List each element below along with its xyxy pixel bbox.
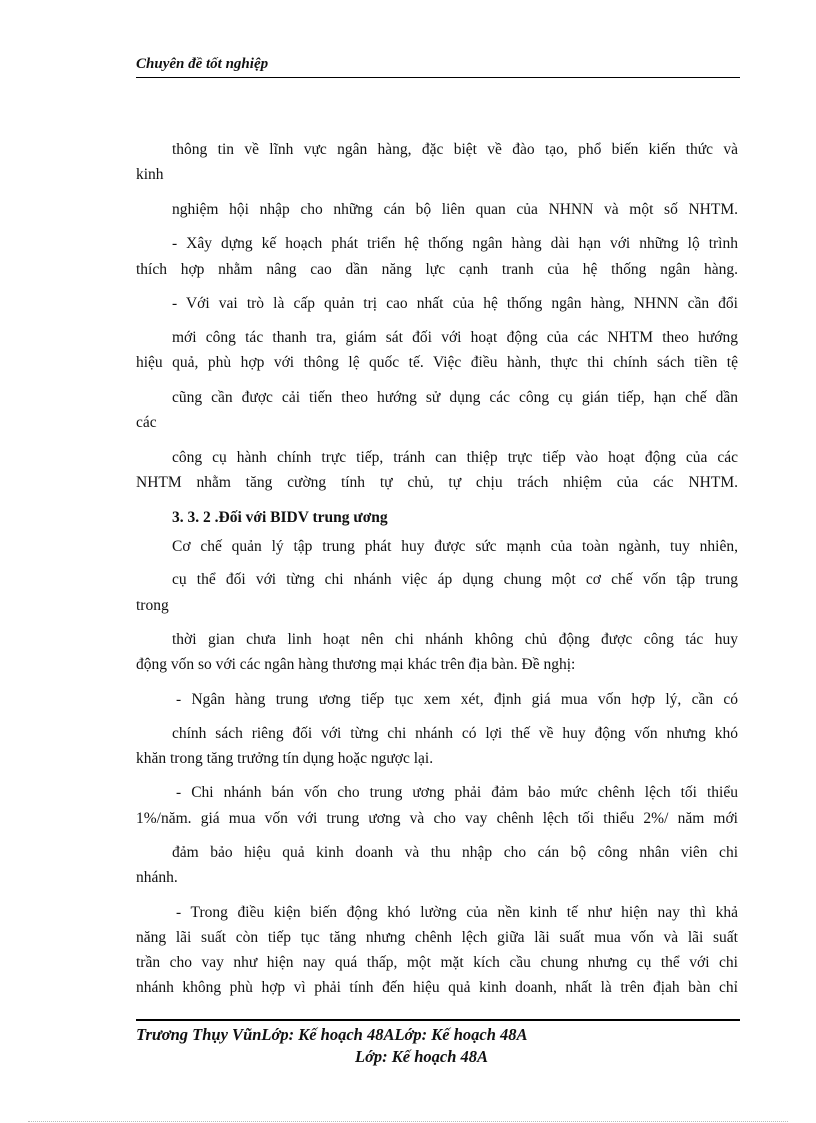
footer-line-2: Lớp: Kế hoạch 48A bbox=[355, 1047, 489, 1066]
page-bottom-dotted-border bbox=[28, 1121, 788, 1122]
paragraph-line: nhánh không phù hợp vì phải tính đến hiệu quả kinh doanh, nhất là trên địah bàn chỉ bbox=[136, 979, 738, 996]
paragraph-line: trần cho vay như hiện nay quá thấp, một mặt kích cầu chung nhưng cụ thể với chi bbox=[136, 954, 738, 971]
paragraph-line: kinh bbox=[136, 166, 164, 183]
paragraph-line: Cơ chế quản lý tập trung phát huy được sức mạnh của toàn ngành, tuy nhiên, bbox=[172, 538, 738, 555]
paragraph-line: - Ngân hàng trung ương tiếp tục xem xét, định giá mua vốn hợp lý, cần có bbox=[176, 691, 738, 708]
paragraph-line: chính sách riêng đối với từng chi nhánh có lợi thế về huy động vốn nhưng khó bbox=[172, 725, 738, 742]
paragraph-line: năng lãi suất còn tiếp tục tăng nhưng chênh lệch giữa lãi suất mua vốn và lãi suất bbox=[136, 929, 738, 946]
paragraph-line: các bbox=[136, 414, 157, 431]
paragraph-line: NHTM nhằm tăng cường tính tự chủ, tự chịu trách nhiệm của các NHTM. bbox=[136, 474, 738, 491]
paragraph-line: 1%/năm. giá mua vốn với trung ương và cho vay chênh lệch tối thiểu 2%/ năm mới bbox=[136, 810, 738, 827]
paragraph-line: - Trong điều kiện biến động khó lường của nền kinh tế như hiện nay thì khả bbox=[176, 904, 738, 921]
header-divider bbox=[136, 77, 740, 78]
paragraph-line: cụ thể đối với từng chi nhánh việc áp dụng chung một cơ chế vốn tập trung bbox=[172, 571, 738, 588]
paragraph-line: trong bbox=[136, 597, 169, 614]
paragraph-line: khăn trong tăng trưởng tín dụng hoặc ngược lại. bbox=[136, 750, 434, 767]
paragraph-line: nhánh. bbox=[136, 869, 178, 886]
paragraph-line: thích hợp nhằm nâng cao dần năng lực cạnh tranh của hệ thống ngân hàng. bbox=[136, 261, 738, 278]
paragraph-line: thời gian chưa linh hoạt nên chi nhánh không chủ động được công tác huy bbox=[172, 631, 738, 648]
paragraph-line: đảm bảo hiệu quả kinh doanh và thu nhập cho cán bộ công nhân viên chi bbox=[172, 844, 738, 861]
paragraph-line: cũng cần được cải tiến theo hướng sử dụng các công cụ gián tiếp, hạn chế dần bbox=[172, 389, 738, 406]
footer-line-1: Trương Thụy VũnLớp: Kế hoạch 48ALớp: Kế hoạch 48A bbox=[136, 1025, 528, 1044]
paragraph-line: nghiệm hội nhập cho những cán bộ liên quan của NHNN và một số NHTM. bbox=[172, 201, 738, 218]
section-heading: 3. 3. 2 .Đối với BIDV trung ương bbox=[172, 509, 388, 526]
paragraph-line: mới công tác thanh tra, giám sát đối với hoạt động của các NHTM theo hướng bbox=[172, 329, 738, 346]
paragraph-line: động vốn so với các ngân hàng thương mại khác trên địa bàn. Đề nghị: bbox=[136, 656, 576, 673]
paragraph-line: - Chi nhánh bán vốn cho trung ương phải đảm bảo mức chênh lệch tối thiểu bbox=[176, 784, 738, 801]
paragraph-line: hiệu quả, phù hợp với thông lệ quốc tế. Việc điều hành, thực thi chính sách tiền tệ bbox=[136, 354, 738, 371]
paragraph-line: công cụ hành chính trực tiếp, tránh can thiệp trực tiếp vào hoạt động của các bbox=[172, 449, 738, 466]
header-title: Chuyên đề tốt nghiệp bbox=[136, 56, 269, 72]
paragraph-line: thông tin về lĩnh vực ngân hàng, đặc biệt về đào tạo, phổ biến kiến thức và bbox=[172, 141, 738, 158]
paragraph-line: - Với vai trò là cấp quản trị cao nhất của hệ thống ngân hàng, NHNN cần đổi bbox=[172, 295, 738, 312]
footer-divider bbox=[136, 1019, 740, 1021]
paragraph-line: - Xây dựng kế hoạch phát triển hệ thống ngân hàng dài hạn với những lộ trình bbox=[172, 235, 738, 252]
